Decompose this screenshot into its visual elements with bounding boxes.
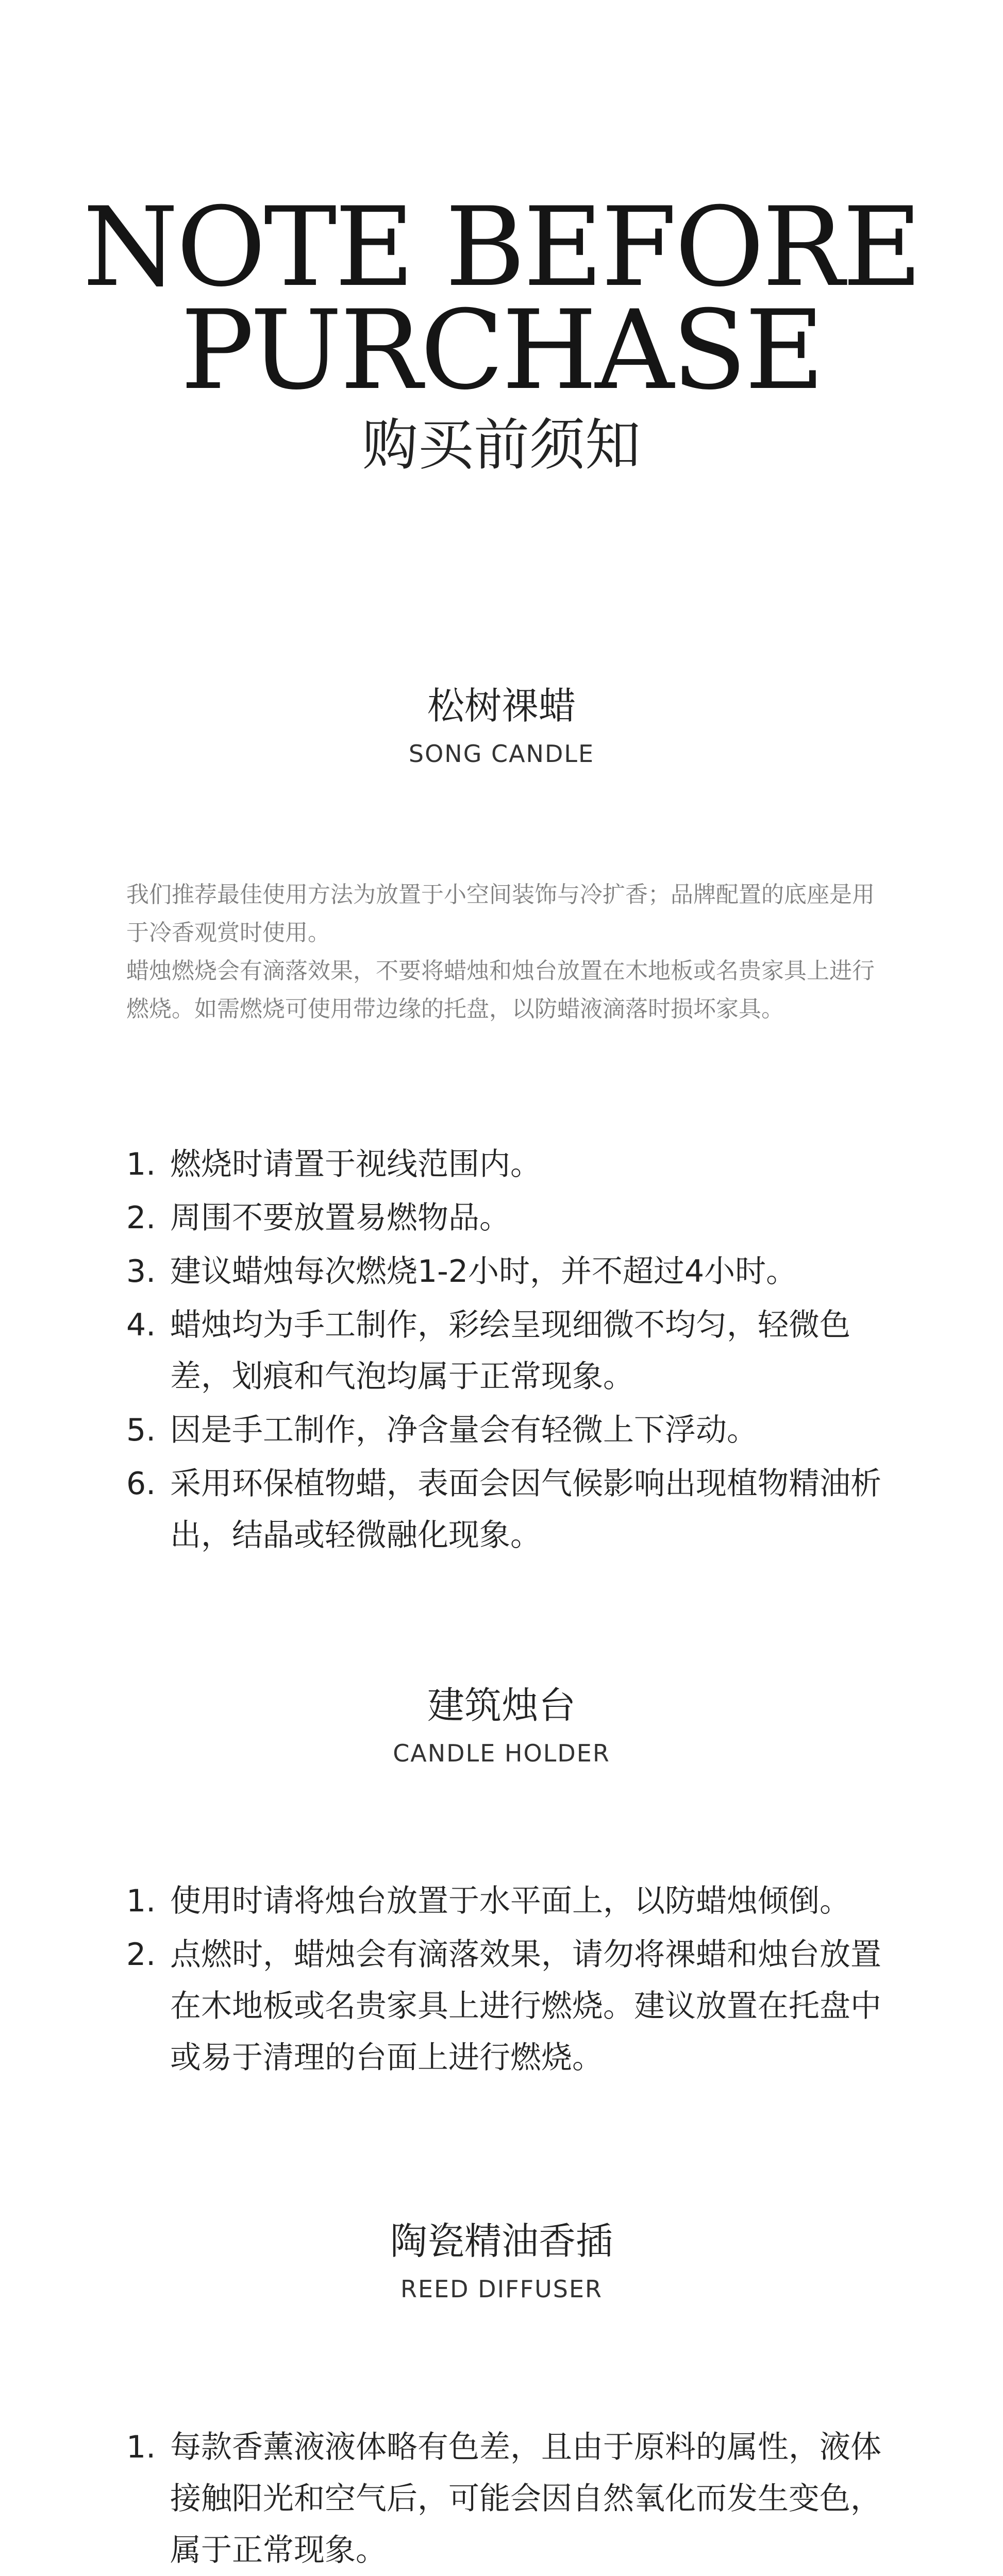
page-title-line-1: NOTE BEFORE (82, 183, 921, 311)
section-title-cn: 建筑烛台 (427, 1684, 576, 1727)
list-number: 4. (126, 1307, 156, 1343)
list-number: 1. (126, 2429, 156, 2465)
list-item (126, 1875, 884, 1927)
page-title-line-2: PURCHASE (180, 286, 823, 414)
section-title-cn: 陶瓷精油香插 (390, 2219, 613, 2263)
section-title-en: REED DIFFUSER (400, 2275, 603, 2303)
hero-header (0, 183, 1003, 484)
list-text: 周围不要放置易燃物品。 (170, 1200, 510, 1236)
list-item (126, 1458, 884, 1561)
section-intro (126, 876, 884, 1028)
list-item (126, 1246, 884, 1297)
candle-holder-notes (126, 1875, 884, 2086)
list-number: 3. (126, 1253, 156, 1290)
list-item (126, 1299, 884, 1402)
page-title (0, 183, 1003, 414)
list-number: 1. (126, 1146, 156, 1182)
list-number: 2. (126, 1200, 156, 1236)
intro-paragraph: 蜡烛燃烧会有滴落效果，不要将蜡烛和烛台放置在木地板或名贵家具上进行燃烧。如需燃烧可使用带边缘的托盘，以防蜡液滴落时损坏家具。 (126, 958, 875, 1022)
section-header-candle-holder (0, 1680, 1003, 1771)
list-text: 建议蜡烛每次燃烧1-2小时，并不超过4小时。 (170, 1253, 797, 1290)
list-text: 蜡烛均为手工制作，彩绘呈现细微不均匀，轻微色差，划痕和气泡均属于正常现象。 (170, 1307, 850, 1395)
list-item (126, 1192, 884, 1244)
list-item (126, 1404, 884, 1456)
list-item (126, 1929, 884, 2083)
intro-paragraph: 我们推荐最佳使用方法为放置于小空间装饰与冷扩香；品牌配置的底座是用于冷香观赏时使用。 (126, 882, 875, 946)
list-text: 使用时请将烛台放置于水平面上，以防蜡烛倾倒。 (170, 1883, 850, 1919)
song-candle-notes (126, 1139, 884, 1563)
page-subtitle: 购买前须知 (362, 413, 641, 478)
section-header-song-candle (0, 680, 1003, 772)
reed-diffuser-notes (126, 2421, 884, 2576)
section-header-reed-diffuser (0, 2215, 1003, 2307)
list-text: 因是手工制作，净含量会有轻微上下浮动。 (170, 1412, 758, 1448)
list-item (126, 2421, 884, 2576)
list-number: 2. (126, 1937, 156, 1973)
list-text: 采用环保植物蜡，表面会因气候影响出现植物精油析出，结晶或轻微融化现象。 (170, 1466, 881, 1553)
section-title-en: SONG CANDLE (408, 740, 595, 768)
list-item (126, 1139, 884, 1190)
list-text: 燃烧时请置于视线范围内。 (170, 1146, 541, 1182)
list-number: 5. (126, 1412, 156, 1448)
list-number: 1. (126, 1883, 156, 1919)
list-number: 6. (126, 1466, 156, 1502)
list-text: 每款香薰液液体略有色差，且由于原料的属性，液体接触阳光和空气后，可能会因自然氧化而发生变色，属于正常现象。 (170, 2429, 881, 2568)
list-text: 点燃时，蜡烛会有滴落效果，请勿将祼蜡和烛台放置在木地板或名贵家具上进行燃烧。建议放置在托盘中或易于清理的台面上进行燃烧。 (170, 1937, 881, 2076)
section-title-cn: 松树祼蜡 (427, 684, 576, 727)
section-title-en: CANDLE HOLDER (393, 1739, 610, 1767)
